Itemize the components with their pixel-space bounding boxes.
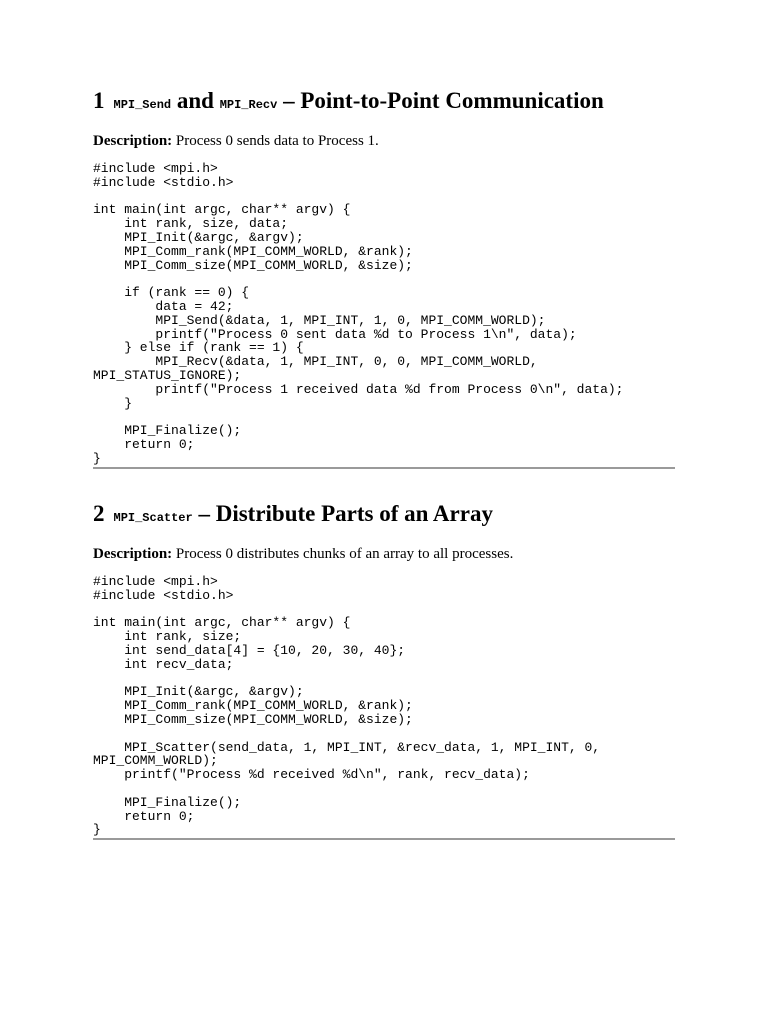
section-number: 1: [93, 88, 105, 113]
code-block: #include <mpi.h> #include <stdio.h> int main(int argc, char** argv) { int rank, size, data; MPI_Init(&argc, &argv); MPI_Comm_rank(MPI_COMM_WORLD, &rank); MPI_Comm_size(MPI_COMM_WORLD, &size); if (rank == 0) { data = 42; MPI_Send(&data, 1, MPI_INT, 1, 0, MPI_COMM_WORLD); printf("Process 0 sent data %d to Process 1\n", data); } else if (rank == 1) { MPI_Recv(&data, 1, MPI_INT, 0, 0, MPI_COMM_WORLD, MPI_STATUS_IGNORE); printf("Process 1 received data %d from Process 0\n", data); } MPI_Finalize(); return 0; }: [93, 162, 675, 469]
heading-title: – Point-to-Point Communication: [283, 88, 604, 113]
heading-conjunction: and: [176, 88, 214, 113]
description-text: Process 0 sends data to Process 1.: [175, 133, 379, 149]
section-number: 2: [93, 501, 105, 526]
code-block: #include <mpi.h> #include <stdio.h> int main(int argc, char** argv) { int rank, size; int send_data[4] = {10, 20, 30, 40}; int recv_data; MPI_Init(&argc, &argv); MPI_Comm_rank(MPI_COMM_WORLD, &rank); MPI_Comm_size(MPI_COMM_WORLD, &size); MPI_Scatter(send_data, 1, MPI_INT, &recv_data, 1, MPI_INT, 0, MPI_COMM_WORLD); printf("Process %d received %d\n", rank, recv_data); MPI_Finalize(); return 0; }: [93, 575, 675, 840]
heading-code-recv: MPI_Recv: [219, 98, 278, 112]
section-description: [93, 545, 675, 563]
heading-code-scatter: MPI_Scatter: [113, 511, 193, 525]
description-label: Description:: [93, 133, 173, 149]
section-mpi-send-recv: [93, 86, 675, 469]
heading-title: – Distribute Parts of an Array: [198, 501, 493, 526]
description-label: Description:: [93, 546, 173, 562]
section-heading: [93, 499, 675, 533]
section-heading: [93, 86, 675, 120]
description-text: Process 0 distributes chunks of an array to all processes.: [175, 546, 514, 562]
section-description: [93, 132, 675, 150]
section-mpi-scatter: [93, 499, 675, 840]
heading-code-send: MPI_Send: [113, 98, 172, 112]
